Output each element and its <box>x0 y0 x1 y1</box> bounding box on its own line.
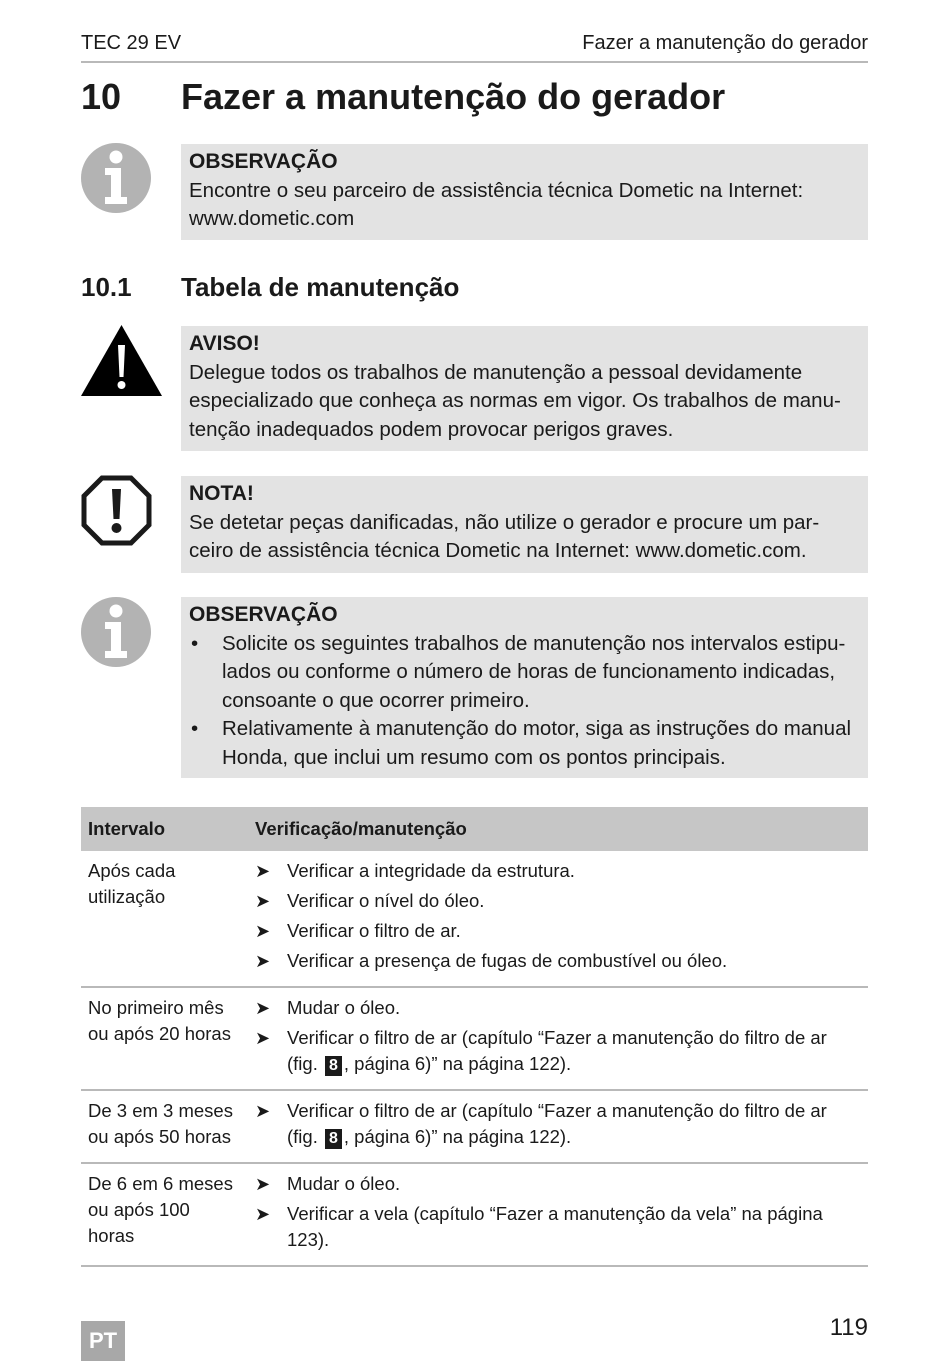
step-text: Verificar a integridade da estrutura. <box>287 860 575 881</box>
step-text: Verificar o filtro de ar. <box>287 920 461 941</box>
steps-cell <box>248 1163 868 1266</box>
note-text: Encontre o seu parceiro de assistência técnica Dometic na Internet: www.dometic.com <box>189 178 804 230</box>
list-item <box>255 1025 861 1077</box>
interval-cell: Após cada utilização <box>81 851 248 987</box>
notice-label: NOTA! <box>189 482 254 505</box>
step-text-suffix: , página 6)” na página 122). <box>343 1126 572 1147</box>
arrow-icon: ➤ <box>255 1174 271 1194</box>
note-bullet-list <box>189 630 860 773</box>
step-text: Verificar a presença de fugas de combustível ou óleo. <box>287 950 728 971</box>
table-row <box>81 851 868 987</box>
note-label: OBSERVAÇÃO <box>189 150 338 173</box>
figure-number-badge: 8 <box>325 1129 342 1149</box>
section-title: Tabela de manutenção <box>181 272 460 302</box>
warning-text: Delegue todos os trabalhos de manutenção a pessoal devidamente especializado que conheça as normas em vigor. Os trabalhos de manu-tenção inadequados podem provocar perigos graves. <box>189 360 841 441</box>
note-label: OBSERVAÇÃO <box>189 603 338 626</box>
arrow-icon: ➤ <box>255 1028 271 1048</box>
warning-box <box>181 326 868 451</box>
bullet-text: Solicite os seguintes trabalhos de manutenção nos intervalos estipu-lados ou conforme o número de horas de funcionamento indicadas, consoante o que ocorrer primeiro. <box>222 631 846 712</box>
list-item <box>255 948 861 974</box>
list-item <box>255 995 861 1021</box>
arrow-icon: ➤ <box>255 891 271 911</box>
notice-box <box>181 476 868 573</box>
arrow-icon: ➤ <box>255 951 271 971</box>
interval-cell: No primeiro mês ou após 20 horas <box>81 987 248 1090</box>
list-item <box>189 630 860 716</box>
figure-number-badge: 8 <box>325 1056 342 1076</box>
step-text: Verificar o nível do óleo. <box>287 890 485 911</box>
arrow-icon: ➤ <box>255 1101 271 1121</box>
step-text: Verificar o filtro de ar (capítulo “Fazer a manutenção do filtro de ar (fig. <box>287 1100 827 1147</box>
steps-cell <box>248 851 868 987</box>
bullet-icon: • <box>191 717 199 740</box>
step-text: Mudar o óleo. <box>287 1173 401 1194</box>
octagon-exclamation-icon <box>81 475 152 546</box>
info-icon <box>81 597 151 667</box>
steps-cell <box>248 1090 868 1163</box>
note-box-intervals <box>181 597 868 778</box>
step-text: Verificar o filtro de ar (capítulo “Fazer a manutenção do filtro de ar (fig. <box>287 1027 827 1074</box>
table-header-row <box>81 807 868 851</box>
arrow-icon: ➤ <box>255 921 271 941</box>
list-item <box>255 1171 861 1197</box>
step-text-suffix: , página 6)” na página 122). <box>343 1053 572 1074</box>
column-header-check: Verificação/manutenção <box>248 807 868 851</box>
interval-cell: De 3 em 3 meses ou após 50 horas <box>81 1090 248 1163</box>
arrow-icon: ➤ <box>255 1204 271 1224</box>
table-row <box>81 1163 868 1266</box>
notice-text: Se detetar peças danificadas, não utilize o gerador e procure um par-ceiro de assistência técnica Dometic na Internet: www.dometic.com. <box>189 510 820 562</box>
warning-label: AVISO! <box>189 332 260 355</box>
column-header-interval: Intervalo <box>81 807 248 851</box>
list-item <box>255 918 861 944</box>
step-text: Mudar o óleo. <box>287 997 401 1018</box>
product-name: TEC 29 EV <box>81 32 182 54</box>
chapter-title: Fazer a manutenção do gerador <box>181 76 726 117</box>
list-item <box>255 858 861 884</box>
arrow-icon: ➤ <box>255 861 271 881</box>
arrow-icon: ➤ <box>255 998 271 1018</box>
table-row <box>81 1090 868 1163</box>
header-section-title: Fazer a manutenção do gerador <box>582 32 868 54</box>
bullet-icon: • <box>191 631 199 655</box>
page-number: 119 <box>829 1314 868 1341</box>
page-header <box>81 30 868 63</box>
maintenance-table <box>81 807 868 1267</box>
list-item <box>255 1098 861 1150</box>
list-item <box>189 715 860 772</box>
bullet-text: Relativamente à manutenção do motor, siga as instruções do manual Honda, que inclui um resumo com os pontos principais. <box>222 717 852 769</box>
list-item <box>255 1201 861 1253</box>
note-box-contact <box>181 144 868 240</box>
section-number: 10.1 <box>81 272 132 302</box>
chapter-number: 10 <box>81 76 122 117</box>
step-text: Verificar a vela (capítulo “Fazer a manutenção da vela” na página 123). <box>287 1203 823 1250</box>
interval-cell: De 6 em 6 meses ou após 100 horas <box>81 1163 248 1266</box>
info-icon <box>81 143 151 213</box>
list-item <box>255 888 861 914</box>
warning-triangle-icon <box>81 325 162 397</box>
language-badge: PT <box>81 1321 125 1361</box>
steps-cell <box>248 987 868 1090</box>
table-row <box>81 987 868 1090</box>
